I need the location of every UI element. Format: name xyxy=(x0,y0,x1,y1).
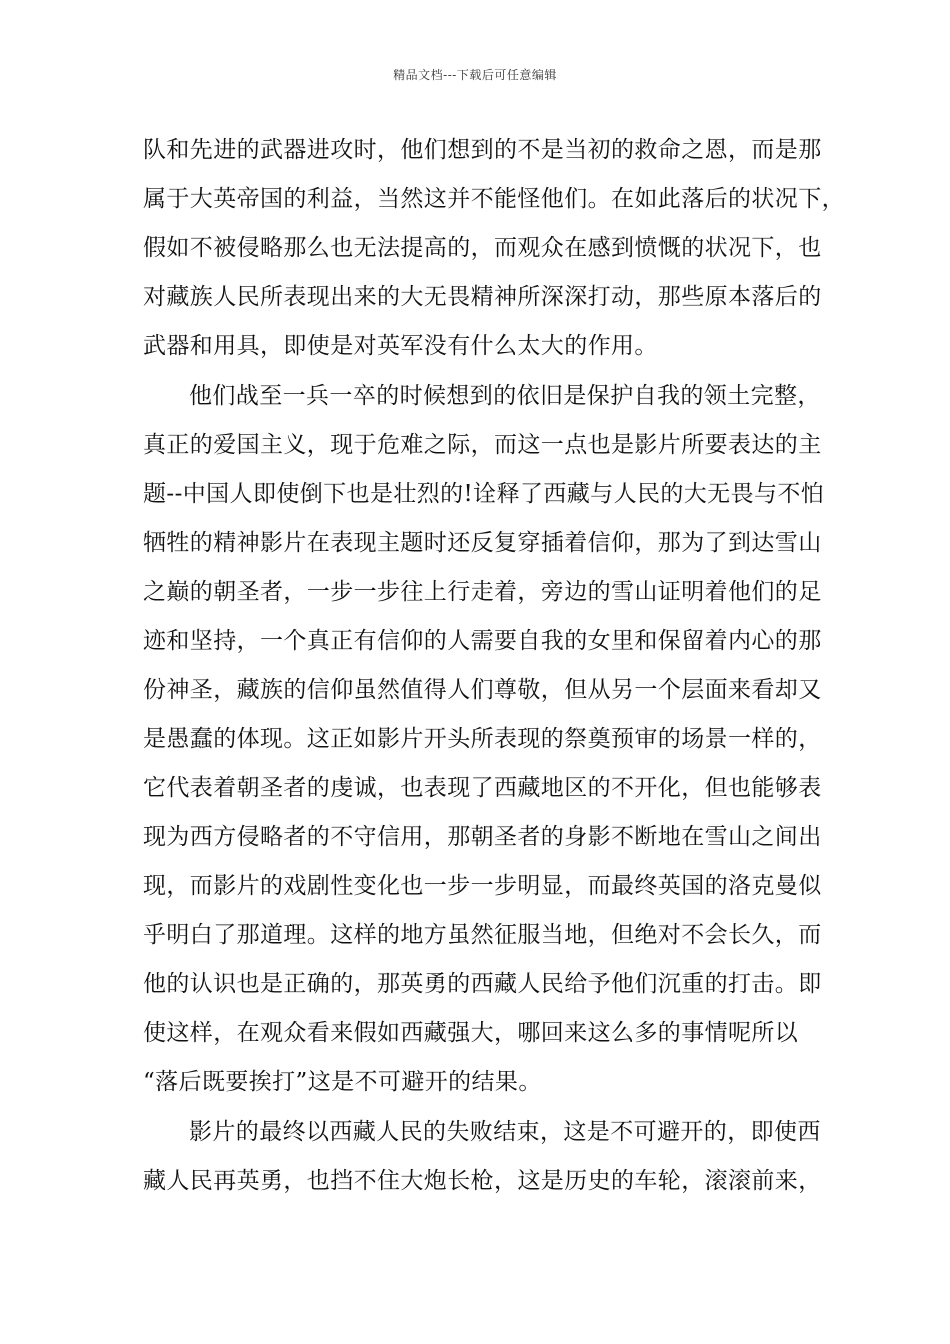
text-line: 真正的爱国主义，现于危难之际，而这一点也是影片所要表达的主 xyxy=(143,432,822,458)
text-line: 假如不被侵略那么也无法提高的，而观众在感到愤慨的状况下，也 xyxy=(143,235,822,261)
page-header: 精品文档---下载后可任意编辑 xyxy=(393,68,557,82)
text-line: 现为西方侵略者的不守信用，那朝圣者的身影不断地在雪山之间出 xyxy=(143,824,822,850)
text-line: 迹和坚持，一个真正有信仰的人需要自我的女里和保留着内心的那 xyxy=(143,628,822,654)
text-line: 现，而影片的戏剧性变化也一步一步明显，而最终英国的洛克曼似 xyxy=(143,873,822,899)
text-line: 他的认识也是正确的，那英勇的西藏人民给予他们沉重的打击。即 xyxy=(143,971,822,997)
text-line: 影片的最终以西藏人民的失败结束，这是不可避开的，即使西 xyxy=(189,1119,821,1145)
text-line: 武器和用具，即使是对英军没有什么太大的作用。 xyxy=(143,333,658,359)
text-line: 藏人民再英勇，也挡不住大炮长枪，这是历史的车轮，滚滚前来， xyxy=(143,1168,822,1194)
text-line: 题--中国人即使倒下也是壮烈的!诠释了西藏与人民的大无畏与不怕 xyxy=(143,481,825,507)
text-line: 是愚蠢的体现。这正如影片开头所表现的祭奠预审的场景一样的， xyxy=(143,726,822,752)
text-line: “落后既要挨打”这是不可避开的结果。 xyxy=(143,1069,542,1095)
body-text xyxy=(143,132,845,1212)
text-line: 使这样，在观众看来假如西藏强大，哪回来这么多的事情呢所以 xyxy=(143,1020,799,1046)
text-line: 属于大英帝国的利益，当然这并不能怪他们。在如此落后的状况下， xyxy=(143,186,845,212)
text-line: 他们战至一兵一卒的时候想到的依旧是保护自我的领土完整， xyxy=(189,383,821,409)
text-line: 之巅的朝圣者，一步一步往上行走着，旁边的雪山证明着他们的足 xyxy=(143,579,822,605)
text-line: 牺牲的精神影片在表现主题时还反复穿插着信仰，那为了到达雪山 xyxy=(143,530,822,556)
text-line: 队和先进的武器进攻时，他们想到的不是当初的救命之恩，而是那 xyxy=(143,137,822,163)
text-line: 对藏族人民所表现出来的大无畏精神所深深打动，那些原本落后的 xyxy=(143,284,822,310)
text-line: 乎明白了那道理。这样的地方虽然征服当地，但绝对不会长久，而 xyxy=(143,922,822,948)
text-line: 份神圣，藏族的信仰虽然值得人们尊敬，但从另一个层面来看却又 xyxy=(143,677,822,703)
text-line: 它代表着朝圣者的虔诚，也表现了西藏地区的不开化，但也能够表 xyxy=(143,775,822,801)
